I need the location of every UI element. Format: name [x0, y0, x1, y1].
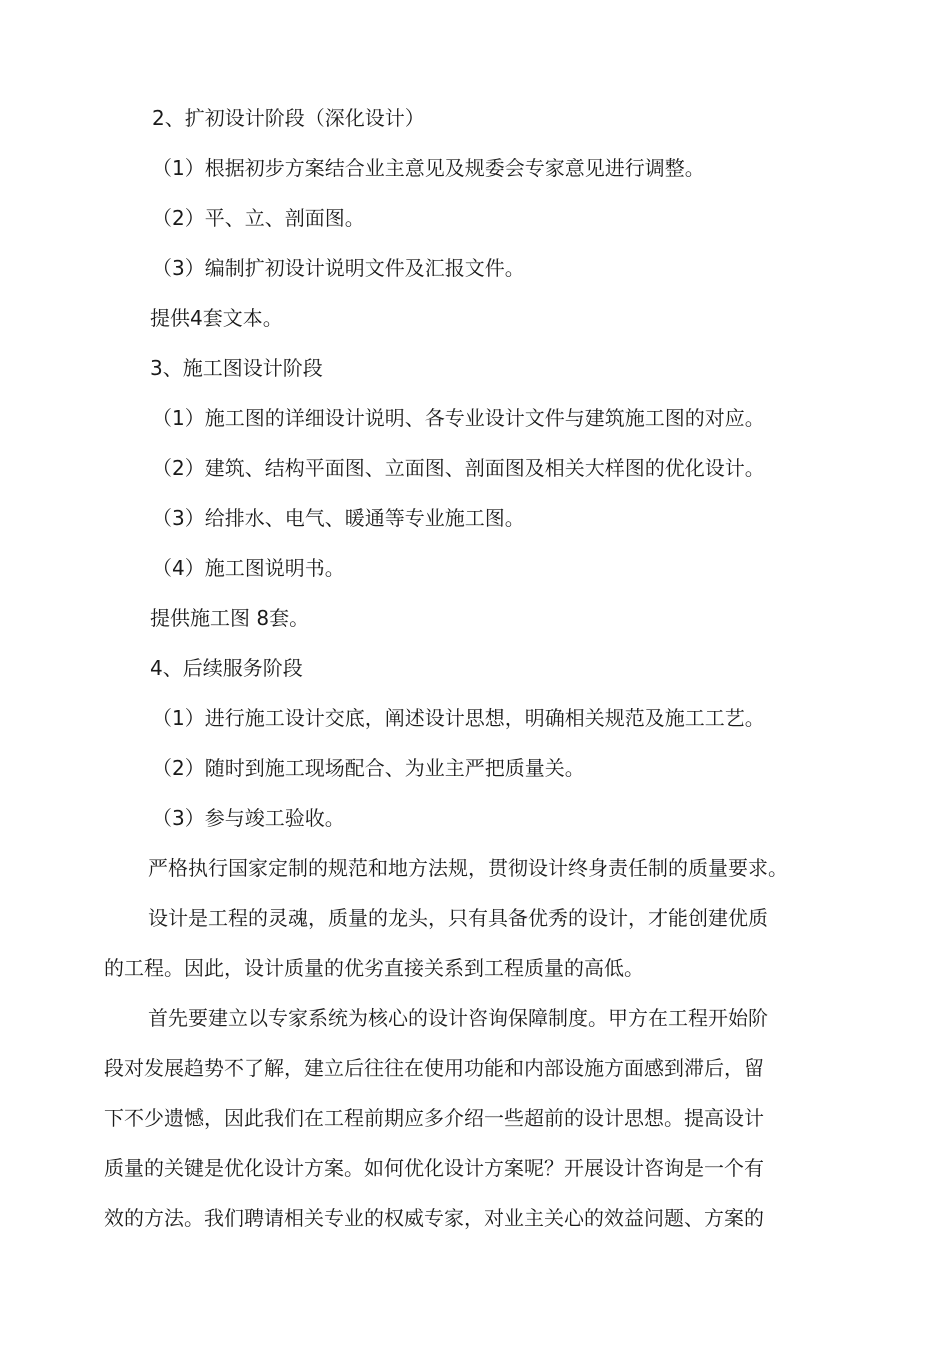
paragraph-line: 的工程。因此，设计质量的优劣直接关系到工程质量的高低。	[104, 956, 644, 980]
paragraph-line: 效的方法。我们聘请相关专业的权威专家，对业主关心的效益问题、方案的	[104, 1206, 764, 1230]
list-item: （3）给排水、电气、暖通等专业施工图。	[152, 506, 525, 530]
list-item: （1）进行施工设计交底，阐述设计思想，明确相关规范及施工工艺。	[152, 706, 765, 730]
paragraph-line: 严格执行国家定制的规范和地方法规，贯彻设计终身责任制的质量要求。	[148, 856, 788, 880]
paragraph-line: 下不少遗憾，因此我们在工程前期应多介绍一些超前的设计思想。提高设计	[104, 1106, 764, 1130]
section-heading-3: 3、施工图设计阶段	[150, 356, 323, 380]
section-heading-4: 4、后续服务阶段	[150, 656, 303, 680]
paragraph-line: 提供4套文本。	[150, 306, 283, 330]
list-item: （2）随时到施工现场配合、为业主严把质量关。	[152, 756, 585, 780]
paragraph-line: 提供施工图 8套。	[150, 606, 310, 630]
list-item: （4）施工图说明书。	[152, 556, 345, 580]
list-item: （2）建筑、结构平面图、立面图、剖面图及相关大样图的优化设计。	[152, 456, 765, 480]
paragraph-line: 质量的关键是优化设计方案。如何优化设计方案呢？开展设计咨询是一个有	[104, 1156, 764, 1180]
list-item: （2）平、立、剖面图。	[152, 206, 365, 230]
list-item: （3）参与竣工验收。	[152, 806, 345, 830]
paragraph-line: 设计是工程的灵魂，质量的龙头，只有具备优秀的设计，才能创建优质	[148, 906, 768, 930]
list-item: （1）根据初步方案结合业主意见及规委会专家意见进行调整。	[152, 156, 705, 180]
section-heading-2: 2、扩初设计阶段（深化设计）	[152, 106, 425, 130]
list-item: （3）编制扩初设计说明文件及汇报文件。	[152, 256, 525, 280]
paragraph-line: 段对发展趋势不了解，建立后往往在使用功能和内部设施方面感到滞后，留	[104, 1056, 764, 1080]
paragraph-line: 首先要建立以专家系统为核心的设计咨询保障制度。甲方在工程开始阶	[148, 1006, 768, 1030]
list-item: （1）施工图的详细设计说明、各专业设计文件与建筑施工图的对应。	[152, 406, 765, 430]
